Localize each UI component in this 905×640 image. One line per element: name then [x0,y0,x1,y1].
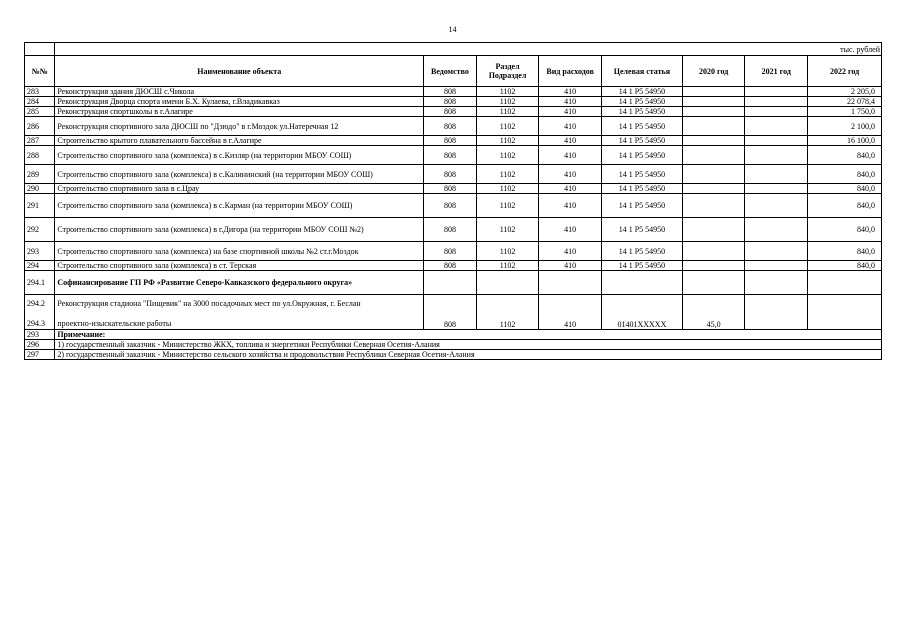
cell-target: 14 1 P5 54950 [602,87,683,97]
cell-target: 14 1 P5 54950 [602,261,683,271]
cell-dept: 808 [424,117,477,136]
cell-num [25,295,55,330]
cell-y2021 [745,184,808,194]
note-text: 2) государственный заказчик - Министерство сельского хозяйства и продовольствия Республики Северная Осетия-Алания [55,350,882,360]
note-row [25,340,882,350]
cell-y2021 [745,136,808,146]
cell-y2020 [682,165,745,184]
cell-expense-type: 410 [539,146,602,165]
cell-section: 1102 [476,117,539,136]
header-row [25,56,882,87]
header-num: №№ [25,56,55,87]
cell-num: 292 [25,218,55,242]
cell-y2022: 1 750,0 [808,107,882,117]
cell-num: 285 [25,107,55,117]
cell-num: 296 [25,340,55,350]
table-row [25,194,882,218]
cell-section: 1102 [476,242,539,261]
cell-dept: 808 [424,107,477,117]
cell-num: 283 [25,87,55,97]
table-row [25,117,882,136]
cell-name: Строительство спортивного зала (комплекса) в с.Калининский (на территории МБОУ СОШ) [55,165,424,184]
header-2021: 2021 год [745,56,808,87]
cell-expense-type: 410 [539,261,602,271]
cell-y2021 [745,146,808,165]
cell-dept: 808 [424,261,477,271]
cell-y2021 [745,97,808,107]
cell-dept: 808 [424,165,477,184]
cell-y2020 [682,97,745,107]
table-row [25,107,882,117]
cell-y2020 [682,117,745,136]
cell-dept: 808 [424,146,477,165]
note-row [25,350,882,360]
cell-y2022: 840,0 [808,218,882,242]
cell-y2020 [682,194,745,218]
cell-y2021 [745,242,808,261]
cell-expense-type: 410 [539,194,602,218]
cell-name: Реконструкция спортивного зала ДЮСШ по "Дзюдо" в г.Моздок ул.Натеречная 12 [55,117,424,136]
empty-cell [424,271,477,295]
cell-num: 284 [25,97,55,107]
cell-y2022: 840,0 [808,242,882,261]
cell-y2022: 840,0 [808,146,882,165]
note-text: 1) государственный заказчик - Министерство ЖКХ, топлива и энергетики Республики Северная Осетия-Алания [55,340,882,350]
cell-y2021 [745,117,808,136]
cell-section: 1102 [476,218,539,242]
cell-expense-type: 410 [539,107,602,117]
name-b: проектно-изыскательские работы [57,319,172,328]
cell-num: 290 [25,184,55,194]
cell-name: Строительство спортивного зала в с.Црау [55,184,424,194]
table-row [25,242,882,261]
cell-num: 288 [25,146,55,165]
cell-y2022: 22 078,4 [808,97,882,107]
note-row [25,330,882,340]
empty-cell [808,271,882,295]
cell-target: 14 1 P5 54950 [602,194,683,218]
cell-section: 1102 [476,87,539,97]
cell-name: Реконструкция Дворца спорта имени Б.Х. Кулаева, г.Владикавказ [55,97,424,107]
cell-name: Строительство спортивного зала (комплекса) на базе спортивной школы №2 ст.г.Моздок [55,242,424,261]
cell-name: Строительство спортивного зала (комплекса) в с.Кизляр (на территории МБОУ СОШ) [55,146,424,165]
cell-y2020 [682,218,745,242]
empty-cell [682,271,745,295]
cell-section: 1102 [476,107,539,117]
cell-y2021 [745,261,808,271]
cell-dept: 808 [424,184,477,194]
cell-dept: 808 [424,242,477,261]
cell-name: Строительство спортивного зала (комплекса) в ст. Терская [55,261,424,271]
cell-section: 1102 [476,97,539,107]
cell-expense-type: 410 [539,117,602,136]
cell-num: 297 [25,350,55,360]
empty-cell [539,271,602,295]
cell-name: Строительство спортивного зала (комплекса) в с.Карман (на территории МБОУ СОШ) [55,194,424,218]
cell-dept: 808 [424,97,477,107]
cell-num: 293 [25,330,55,340]
cell-section: 1102 [476,295,539,330]
cell-y2022: 16 100,0 [808,136,882,146]
table-row [25,97,882,107]
header-2020: 2020 год [682,56,745,87]
cell-num: 294 [25,261,55,271]
cell-name: Софинансирование ГП РФ «Развитие Северо-Кавказского федерального округа» [55,271,424,295]
cell-target: 14 1 P5 54950 [602,97,683,107]
cell-section: 1102 [476,146,539,165]
cell-y2021 [745,218,808,242]
cell-num: 294.1 [25,271,55,295]
section-row [25,271,882,295]
cell-expense-type: 410 [539,242,602,261]
cell-target: 01401XXXXX [602,295,683,330]
cell-y2020 [682,184,745,194]
empty-cell [476,271,539,295]
cell-y2022: 840,0 [808,194,882,218]
cell-y2020 [682,87,745,97]
cell-expense-type: 410 [539,87,602,97]
header-expense-type: Вид расходов [539,56,602,87]
cell-num: 293 [25,242,55,261]
note-heading: Примечание: [55,330,882,340]
cell-target: 14 1 P5 54950 [602,146,683,165]
cell-y2021 [745,295,808,330]
table-row [25,136,882,146]
table-row [25,146,882,165]
table-row [25,87,882,97]
cell-dept: 808 [424,136,477,146]
cell-y2021 [745,87,808,97]
table-row [25,184,882,194]
header-target: Целевая статья [602,56,683,87]
cell-target: 14 1 P5 54950 [602,136,683,146]
cell-y2022: 2 205,0 [808,87,882,97]
cell-num: 289 [25,165,55,184]
cell-y2022: 2 100,0 [808,117,882,136]
page-number: 14 [448,25,457,34]
cell-target: 14 1 P5 54950 [602,242,683,261]
cell-y2020 [682,146,745,165]
cell-y2022: 840,0 [808,184,882,194]
empty-cell [602,271,683,295]
budget-table [24,42,882,360]
cell-expense-type: 410 [539,136,602,146]
cell-y2020 [682,136,745,146]
table-row [25,165,882,184]
cell-num: 286 [25,117,55,136]
cell-y2021 [745,194,808,218]
unit-row-blank [25,43,55,56]
cell-y2020 [682,107,745,117]
cell-y2022: 840,0 [808,165,882,184]
cell-name: Реконструкция здания ДЮСШ с.Чикола [55,87,424,97]
unit-label: тыс. рублей [55,43,882,56]
cell-num: 287 [25,136,55,146]
cell-target: 14 1 P5 54950 [602,184,683,194]
cell-expense-type: 410 [539,184,602,194]
cell-section: 1102 [476,261,539,271]
cell-expense-type: 410 [539,218,602,242]
table-row [25,261,882,271]
stadium-row [25,295,882,330]
cell-section: 1102 [476,136,539,146]
header-dept: Ведомство [424,56,477,87]
cell-target: 14 1 P5 54950 [602,165,683,184]
cell-num: 291 [25,194,55,218]
cell-section: 1102 [476,184,539,194]
cell-section: 1102 [476,165,539,184]
cell-y2021 [745,165,808,184]
cell-dept: 808 [424,218,477,242]
header-name: Наименование объекта [55,56,424,87]
cell-name: Реконструкция спортшколы в г.Алагире [55,107,424,117]
header-section: Раздел Подраздел [476,56,539,87]
cell-expense-type: 410 [539,295,602,330]
cell-section: 1102 [476,194,539,218]
table-row [25,218,882,242]
name-a: Реконструкция стадиона "Пищевик" на 3000 посадочных мест по ул.Окружная, г. Беслан [57,299,361,308]
cell-expense-type: 410 [539,97,602,107]
cell-y2020: 45,0 [682,295,745,330]
cell-name [55,295,424,330]
cell-y2022 [808,295,882,330]
cell-y2021 [745,107,808,117]
cell-dept: 808 [424,295,477,330]
num-a: 294.2 [27,299,45,308]
num-b: 294.3 [27,319,45,328]
cell-dept: 808 [424,87,477,97]
unit-row [25,43,882,56]
cell-target: 14 1 P5 54950 [602,117,683,136]
cell-y2020 [682,261,745,271]
cell-target: 14 1 P5 54950 [602,218,683,242]
cell-dept: 808 [424,194,477,218]
cell-expense-type: 410 [539,165,602,184]
header-2022: 2022 год [808,56,882,87]
cell-name: Строительство спортивного зала (комплекса) в г.Дигора (на территории МБОУ СОШ №2) [55,218,424,242]
cell-y2022: 840,0 [808,261,882,271]
cell-target: 14 1 P5 54950 [602,107,683,117]
cell-y2020 [682,242,745,261]
empty-cell [745,271,808,295]
cell-name: Строительство крытого плавательного бассейна в г.Алагире [55,136,424,146]
